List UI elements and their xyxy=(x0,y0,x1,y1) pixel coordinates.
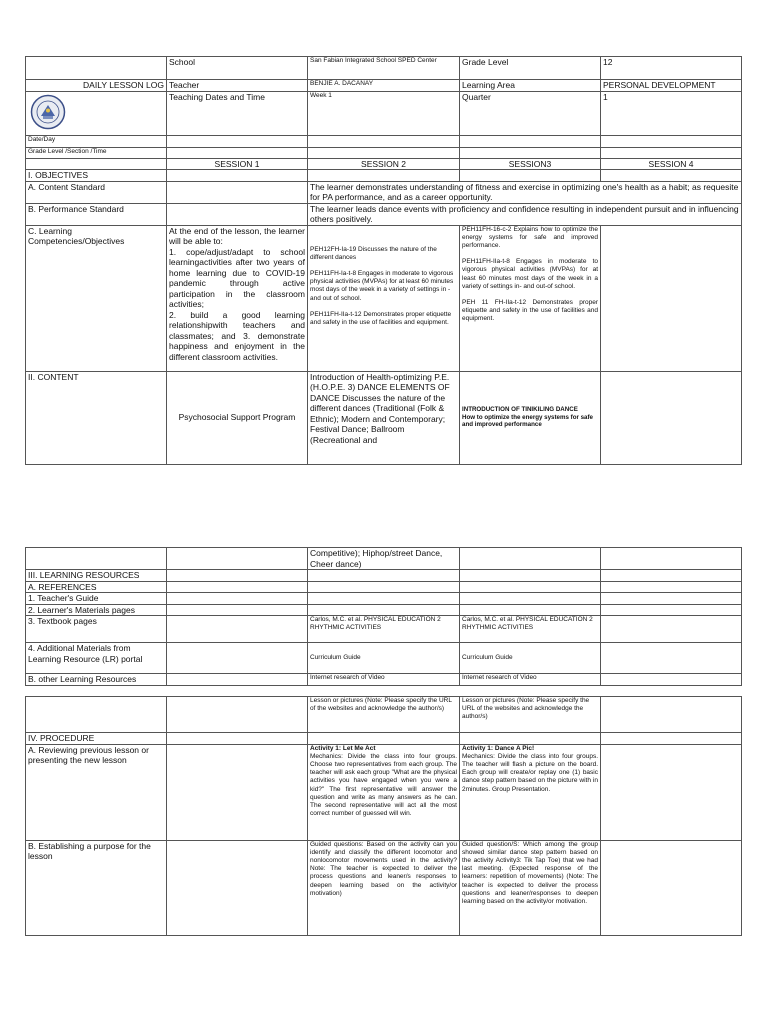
procedure-heading: IV. PROCEDURE xyxy=(26,733,167,745)
session-3-header: SESSION3 xyxy=(460,158,601,170)
additional-session-3: Curriculum Guide xyxy=(460,643,601,674)
performance-standard-text: The learner leads dance events with proficiency and confidence resulting in independent pursuit and in influencing others positively. xyxy=(308,203,742,225)
session-2-header: SESSION 2 xyxy=(308,158,460,170)
content-standard-text: The learner demonstrates understanding of fitness and exercise in optimizing one's health as a habit; as requesite for PA performance, and as a career opportunity. xyxy=(308,181,742,203)
activity-session-2 xyxy=(308,744,460,840)
performance-standard-label: B. Performance Standard xyxy=(26,203,167,225)
textbook-session-3: Carlos, M.C. et al. PHYSICAL EDUCATION 2 RHYTHMIC ACTIVITIES xyxy=(460,616,601,643)
content-standard-label: A. Content Standard xyxy=(26,181,167,203)
teacher-value: BENJIE A. DACANAY xyxy=(308,80,460,92)
textbook-session-2: Carlos, M.C. et al. PHYSICAL EDUCATION 2 RHYTHMIC ACTIVITIES xyxy=(308,616,460,643)
competencies-s3-p2: PEH11FH-IIa-t-8 Engages in moderate to vigorous physical activities (MVPAs) for at least 60 minutes most days of the week in a variety of settings in- and out-of school. xyxy=(462,258,598,290)
other-resources-session-3: Internet research of Video xyxy=(460,674,601,686)
quarter-value: 1 xyxy=(601,92,742,136)
competencies-session-3 xyxy=(460,225,601,371)
activity-s3-title: Activity 1: Dance A Pic! xyxy=(462,744,535,752)
references-heading: A. REFERENCES xyxy=(26,581,167,593)
content-session-2-continued: Competitive); Hiphop/street Dance, Cheer dance) xyxy=(308,548,460,570)
session-4-header: SESSION 4 xyxy=(601,158,742,170)
learners-materials-label: 2. Learner's Materials pages xyxy=(26,604,167,616)
dll-title: DAILY LESSON LOG xyxy=(26,80,167,92)
competencies-s3-p1: PEH11FH-16-c-2 Explains how to optimize the energy systems for safe and improved performance. xyxy=(462,225,598,249)
empty-cell xyxy=(26,57,167,80)
session-1-header: SESSION 1 xyxy=(167,158,308,170)
purpose-session-2: Guided questions: Based on the activity can you identify and classify the different locomotor and nonlocomotor movements used in the activity? Note: The teacher is expected to deliver the process questions and leaner/s responses to deepen learning based on the activity/or motivation) xyxy=(308,840,460,935)
teachers-guide-label: 1. Teacher's Guide xyxy=(26,593,167,605)
reviewing-lesson-label: A. Reviewing previous lesson or presenting the new lesson xyxy=(26,744,167,840)
daily-lesson-log-table-1 xyxy=(25,56,742,465)
other-resources-session-2: Internet research of Video xyxy=(308,674,460,686)
competencies-s2-p3: PEH11FH-IIa-t-12 Demonstrates proper etiquette and safety in the use of facilities and equipment. xyxy=(310,310,452,326)
activity-session-3 xyxy=(460,744,601,840)
grade-level-label: Grade Level xyxy=(460,57,601,80)
content-heading: II. CONTENT xyxy=(26,371,167,464)
competencies-s2-p1: PEH12FH-Ia-19 Discusses the nature of the different dances xyxy=(310,245,437,261)
additional-materials-label: 4. Additional Materials from Learning Resource (LR) portal xyxy=(26,643,167,674)
content-session-2: Introduction of Health-optimizing P.E. (H.O.P.E. 3) DANCE ELEMENTS OF DANCE Discusses the nature of the different dances (Traditional (Folk & Ethnic); Modern and Contemporary; Festival Dance; Ballroom (Recreational and xyxy=(308,371,460,464)
other-resources-cont-session-3: Lesson or pictures (Note: Please specify the URL of the websites and acknowledge the author/s) xyxy=(460,697,601,733)
dates-value: Week 1 xyxy=(308,92,460,136)
competencies-s1-intro: At the end of the lesson, the learner will be able to: xyxy=(169,225,305,246)
competencies-s1-item-2: 2. build a good learning relationshipwith teachers and classmates; and 3. demonstrate happiness and enjoyment in the different classroom activities. xyxy=(169,309,305,362)
objectives-heading: I. OBJECTIVES xyxy=(26,170,167,182)
activity-s2-title: Activity 1: Let Me Act xyxy=(310,744,376,752)
learning-resources-heading: III. LEARNING RESOURCES xyxy=(26,570,167,582)
content-session-3 xyxy=(460,371,601,464)
quarter-label: Quarter xyxy=(460,92,601,136)
competencies-s1-item-1: 1. cope/adjust/adapt to school learningactivities after two years of home learning due to COVID-19 pandemic through active participation in the classroom activities; xyxy=(169,246,305,309)
daily-lesson-log-table-2 xyxy=(25,547,742,686)
date-day-label: Date/Day xyxy=(26,135,167,147)
purpose-session-3: Guided question/S: Which among the group showed similar dance step pattern based on the activity Activity3: Tik Tap Toe) that we had last meeting. (Expected response of the learners: repetition of movements) (Note: The teacher is expected to deliver the process questions and leaner/responses to deepen learning based on the activity/or motivation. xyxy=(460,840,601,935)
grade-level-value: 12 xyxy=(601,57,742,80)
dates-label: Teaching Dates and Time xyxy=(167,92,308,136)
school-value: San Fabian Integrated School SPED Center xyxy=(308,57,460,80)
school-label: School xyxy=(167,57,308,80)
content-s3-line-1: INTRODUCTION OF TINIKILING DANCE xyxy=(462,406,578,414)
learning-area-value: PERSONAL DEVELOPMENT xyxy=(601,80,742,92)
learning-area-label: Learning Area xyxy=(460,80,601,92)
teacher-label: Teacher xyxy=(167,80,308,92)
competencies-session-1 xyxy=(167,225,308,371)
deped-seal-icon xyxy=(30,94,66,130)
grade-section-label: Grade Level /Section /Time xyxy=(26,147,167,158)
deped-seal-cell xyxy=(26,92,167,136)
other-resources-cont-session-2: Lesson or pictures (Note: Please specify the URL of the websites and acknowledge the author/s) xyxy=(308,697,460,733)
additional-session-2: Curriculum Guide xyxy=(308,643,460,674)
activity-s2-body: Mechanics: Divide the class into four groups. Choose two representatives from each group. The teacher will ask each group "What are the physical activities you have engaged when you were a kid?" The first representative will answer the question and write as many answers as he can. The second representative will act all the most correct number of guessed will win. xyxy=(310,752,457,818)
competencies-s3-p3: PEH 11 FH-IIa-t-12 Demonstrates proper etiquette and safety in the use of facilities and equipment. xyxy=(462,298,598,323)
competencies-label: C. Learning Competencies/Objectives xyxy=(26,225,167,371)
competencies-session-2 xyxy=(308,225,460,371)
content-s3-line-2: How to optimize the energy systems for safe and improved performance xyxy=(462,413,594,429)
daily-lesson-log-table-3 xyxy=(25,696,742,936)
textbook-pages-label: 3. Textbook pages xyxy=(26,616,167,643)
purpose-lesson-label: B. Establishing a purpose for the lesson xyxy=(26,840,167,935)
competencies-s2-p2: PEH11FH-Ia-t-8 Engages in moderate to vigorous physical activities (MVPAs) for at least 60 minutes most days of the week in a variety of settings in - and out of school. xyxy=(310,269,454,302)
other-resources-label: B. other Learning Resources xyxy=(26,674,167,686)
activity-s3-body: Mechanics: Divide the class into four groups. The teacher will flash a picture on the board. Each group will create/or replay one (1) basic dance step pattern based on the picture with in 2minutes. Group Presentation. xyxy=(462,752,598,793)
content-session-1: Psychosocial Support Program xyxy=(167,371,308,464)
